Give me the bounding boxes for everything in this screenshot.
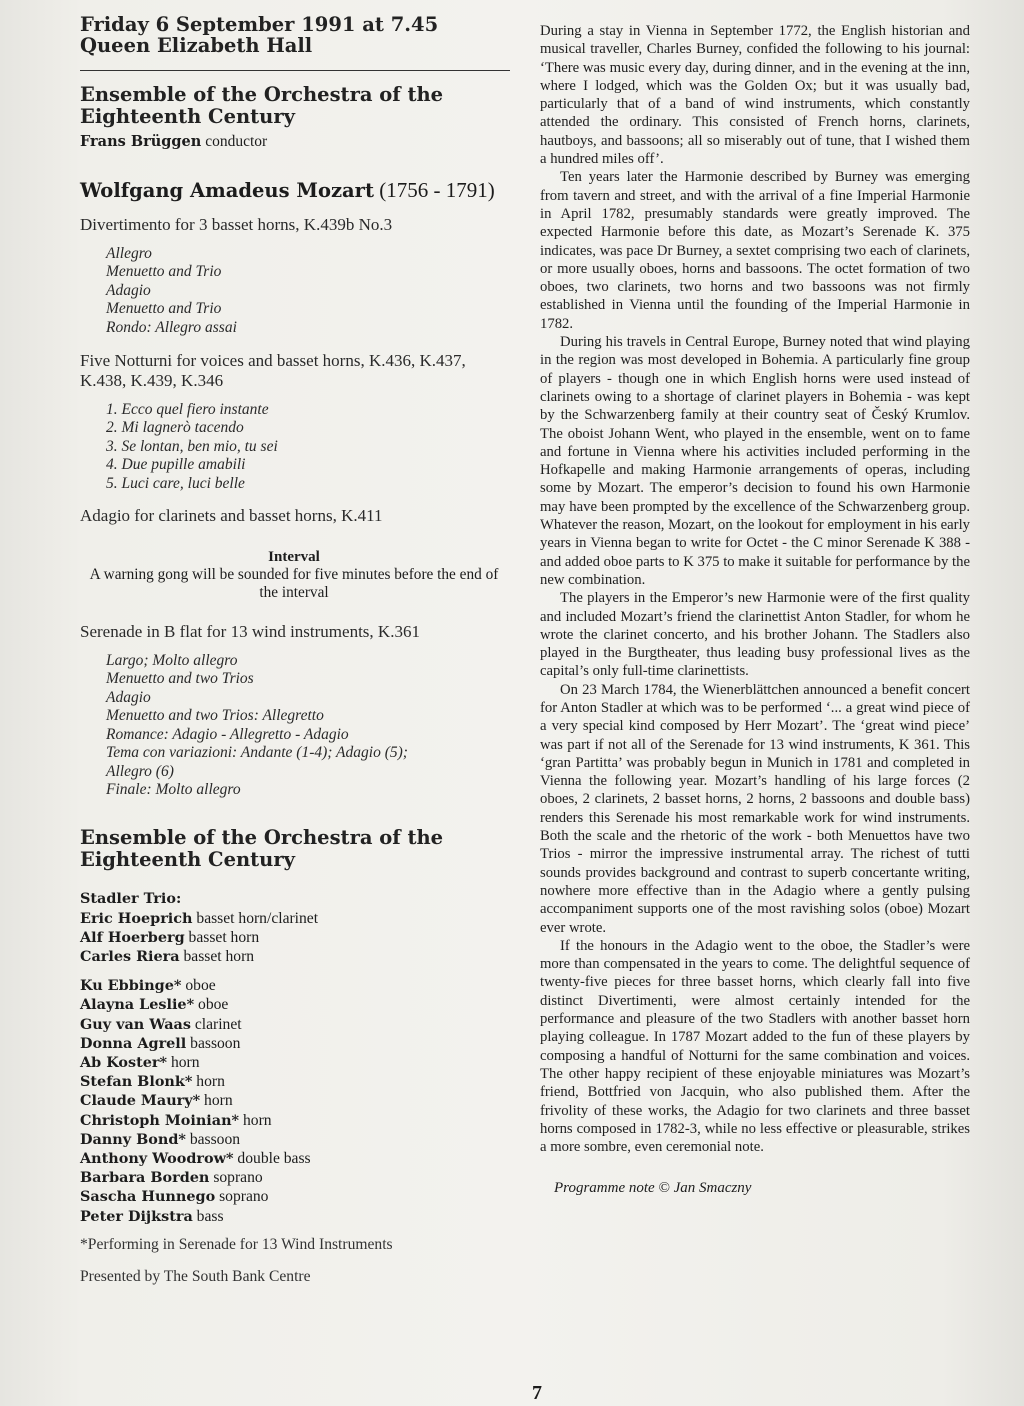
performer-role: oboe — [185, 977, 216, 995]
note-paragraph: During his travels in Central Europe, Burney noted that wind playing in the region was most developed in Bohemia. A particularly fine group of players - though one in which English horns were used instead of clarinets owing to a shortage of clarinet players in Bohemia - was kept by the Schwarzenberg family at their country seat of Český Krumlov. The oboist Johann Went, who played in the ensemble, went on to fame and fortune in Vienna where his activities included performing in the Hofkapelle and making Harmonie arrangements of operas, including some by Mozart. The emperor’s decision to found his own Harmonie may have been prompted by the excellence of the Schwarzenberg group. Whatever the reason, Mozart, on the lookout for employment in his early years in Vienna began to write for Octet - the C minor Serenade K 388 - and added oboe parts to K 375 to make it suitable for performance by the new combination. — [540, 334, 970, 588]
conductor-line — [80, 133, 512, 151]
performer-name: Danny Bond* — [80, 1130, 186, 1148]
performer-row — [80, 995, 512, 1014]
performer-row — [80, 1072, 512, 1091]
performer-row — [80, 1053, 512, 1072]
note-paragraph: During a stay in Vienna in September 1772, the English historian and musical traveller, Charles Burney, confided the following to his journal: ‘There was music every day, during dinner, and in the evening at the inn, where I lodged, which was the Golden Ox; but it was usually bad, particularly that of a band of wind instruments, which constantly attended the ordinary. This consisted of French horns, clarinets, hautboys, and bassoons; all so miserably out of tune, that I wished them a hundred miles off’. — [540, 23, 970, 168]
performer-row — [80, 976, 512, 995]
performer-name: Ab Koster* — [80, 1053, 168, 1071]
concert-date-time: Friday 6 September 1991 at 7.45 — [80, 13, 439, 36]
movement-item: Tema con variazioni: Andante (1-4); Adagio (5); — [106, 744, 408, 762]
performer-name: Guy van Waas — [80, 1015, 191, 1033]
performer-role: soprano — [219, 1188, 269, 1206]
performer-name: Donna Agrell — [80, 1034, 187, 1052]
movement-item: Allegro — [106, 245, 152, 262]
movement-list — [106, 652, 512, 799]
interval-label: Interval — [268, 549, 320, 566]
performer-name: Barbara Borden — [80, 1169, 210, 1187]
performer-name: Alf Hoerberg — [80, 928, 185, 946]
note-paragraph: The players in the Emperor’s new Harmonie were of the first quality and included Mozart’s friend the clarinettist Anton Stadler, for whom he wrote the clarinet concerto, and his brother Johann. The Stadlers also played in the Burgtheater, thus leading busy professional lives as the capital’s only full-time clarinettists. — [540, 590, 970, 680]
movement-item: 4. Due pupille amabili — [106, 456, 246, 474]
performer-role: horn — [204, 1092, 233, 1110]
programme-note-column — [540, 22, 970, 1197]
list-spacer — [80, 966, 512, 976]
performer-row — [80, 1091, 512, 1110]
performer-role: double bass — [237, 1149, 311, 1167]
performer-row — [80, 1015, 512, 1034]
composer-heading — [80, 178, 512, 203]
performer-row — [80, 909, 512, 928]
performer-row — [80, 1187, 512, 1206]
performer-role: basset horn — [183, 947, 255, 965]
note-paragraph: If the honours in the Adagio went to the oboe, the Stadler’s were more than compensated in the years to come. The delightful sequence of twenty-five pieces for three basset horns, which clearly fall into five distinct Divertimenti, were almost certainly intended for the performance and pleasure of the two Stadlers with another basset horn playing colleague. In 1787 Mozart added to the fun of these players by composing a handful of Notturni for the same combination and voices. The other happy recipient of these enjoyable miniatures was Mozart’s friend, Bottfried von Jacquin, who also published them. After the frivolity of these works, the Adagio for two clarinets and three basset horns composed in 1782-3, while no less effective or pleasurable, strikes a more sombre, even ceremonial note. — [540, 937, 970, 1156]
performer-name: Christoph Moinian* — [80, 1111, 240, 1129]
performer-role: basset horn — [188, 928, 260, 946]
performer-row — [80, 1207, 512, 1226]
concert-venue: Queen Elizabeth Hall — [80, 34, 313, 57]
performer-name: Stefan Blonk* — [80, 1073, 193, 1091]
performer-role: bassoon — [189, 1130, 241, 1148]
performer-role: horn — [196, 1073, 225, 1091]
page-number: 7 — [532, 1382, 542, 1404]
conductor-role: conductor — [205, 133, 268, 150]
performer-role: bassoon — [190, 1034, 241, 1052]
performer-name: Alayna Leslie* — [80, 996, 195, 1014]
performer-footnote: *Performing in Serenade for 13 Wind Instruments — [80, 1235, 393, 1253]
note-paragraph: On 23 March 1784, the Wienerblättchen announced a benefit concert for Anton Stadler at which was to be performed ‘... a great wind piece of a very special kind composed by Herr Mozart’. The ‘great wind piece’ was part if not all of the Serenade for 13 wind instruments, K 361. This ‘gran Partitta’ was probably begun in Munich in 1781 and completed in Vienna the following year. Mozart’s handling of his large forces (2 oboes, 2 clarinets, 2 basset horns, 2 horns, 2 bassoons and double bass) renders this Serenade his most remarkable work for wind instruments. Both the scale and the rhetoric of the work - both Menuettos have two Trios - mirror the impressive instrumental array. The richest of tutti sounds provides background and contrast to superb concertante writing, nowhere more effective than in the Adagio where a gently pulsing accompaniment supports one of the most ravishing solos (oboe) Mozart ever wrote. — [540, 681, 970, 936]
players-list — [80, 976, 512, 1226]
movement-item: Allegro (6) — [106, 762, 174, 780]
performer-name: Claude Maury* — [80, 1092, 201, 1110]
movement-item: Largo; Molto allegro — [106, 652, 238, 670]
performer-name: Eric Hoeprich — [80, 909, 193, 927]
header-divider — [80, 70, 510, 71]
composer-name: Wolfgang Amadeus Mozart — [80, 179, 374, 202]
interval-notice — [80, 548, 508, 602]
presented-by: Presented by The South Bank Centre — [80, 1267, 311, 1285]
movement-item: Romance: Adagio - Allegretto - Adagio — [106, 725, 349, 743]
work-title: Serenade in B flat for 13 wind instruments, K.361 — [80, 622, 420, 642]
performer-role: horn — [243, 1111, 272, 1129]
work-title: Five Notturni for voices and basset horns, K.436, K.437, K.438, K.439, K.346 — [80, 351, 466, 391]
performer-role: horn — [170, 1053, 200, 1071]
work-title: Adagio for clarinets and basset horns, K.411 — [80, 506, 383, 526]
performer-name: Sascha Hunnego — [80, 1188, 216, 1206]
performer-row — [80, 928, 512, 947]
performer-role: oboe — [198, 996, 229, 1014]
performer-name: Peter Dijkstra — [80, 1207, 193, 1225]
performer-role: clarinet — [194, 1015, 242, 1033]
movement-item: Menuetto and two Trios — [106, 670, 254, 688]
ensemble-title: Ensemble of the Orchestra of the Eighteenth Century — [80, 83, 444, 128]
composer-dates: (1756 - 1791) — [379, 178, 495, 202]
personnel-title: Ensemble of the Orchestra of the Eighteenth Century — [80, 826, 444, 872]
performer-row — [80, 947, 512, 966]
movement-item: Adagio — [106, 281, 151, 299]
movement-item: Menuetto and Trio — [106, 300, 222, 318]
performer-name: Carles Riera — [80, 947, 180, 965]
performer-name: Ku Ebbinge* — [80, 977, 182, 995]
conductor-name: Frans Brüggen — [80, 133, 202, 150]
programme-note-credit: Programme note © Jan Smaczny — [554, 1180, 752, 1197]
movement-item: 2. Mi lagnerò tacendo — [106, 419, 244, 437]
stadler-trio-list — [80, 909, 512, 967]
interval-text: A warning gong will be sounded for five minutes before the end of the interval — [89, 566, 499, 602]
movement-item: Finale: Molto allegro — [106, 780, 241, 798]
performer-row — [80, 1168, 512, 1187]
performer-row — [80, 1149, 512, 1168]
performer-role: bass — [196, 1207, 224, 1225]
performer-role: soprano — [213, 1169, 263, 1187]
movement-item: Adagio — [106, 688, 151, 706]
movement-item: Rondo: Allegro assai — [106, 318, 237, 336]
personnel-list — [80, 889, 512, 1225]
performer-row — [80, 1111, 512, 1130]
movement-item: 5. Luci care, luci belle — [106, 474, 245, 492]
movement-item: 3. Se lontan, ben mio, tu sei — [106, 437, 278, 455]
movement-item: Menuetto and Trio — [106, 263, 222, 281]
performer-role: basset horn/clarinet — [196, 909, 319, 927]
movement-list — [106, 401, 512, 493]
performer-row — [80, 1130, 512, 1149]
performer-row — [80, 1034, 512, 1053]
movement-item: 1. Ecco quel fiero instante — [106, 401, 269, 419]
performer-name: Anthony Woodrow* — [80, 1149, 234, 1167]
movement-list — [106, 245, 512, 337]
work-title: Divertimento for 3 basset horns, K.439b No.3 — [80, 215, 393, 234]
movement-item: Menuetto and two Trios: Allegretto — [106, 707, 324, 725]
note-paragraph: Ten years later the Harmonie described by Burney was emerging from tavern and street, and with the arrival of a fine Imperial Harmonie in April 1782, presumably standards were greatly improved. The expected Harmonie before this date, as Mozart’s Serenade K. 375 indicates, was pace Dr Burney, a sextet comprising two each of clarinets, or more usually oboes, horns and bassoons. The octet formation of two oboes, two clarinets, two horns and two bassoons was not firmly established in Vienna until the founding of the Imperial Harmonie in 1782. — [540, 169, 970, 332]
programme-note — [540, 22, 970, 1156]
stadler-trio-label: Stadler Trio: — [80, 890, 182, 908]
concert-details-column — [80, 14, 512, 1286]
